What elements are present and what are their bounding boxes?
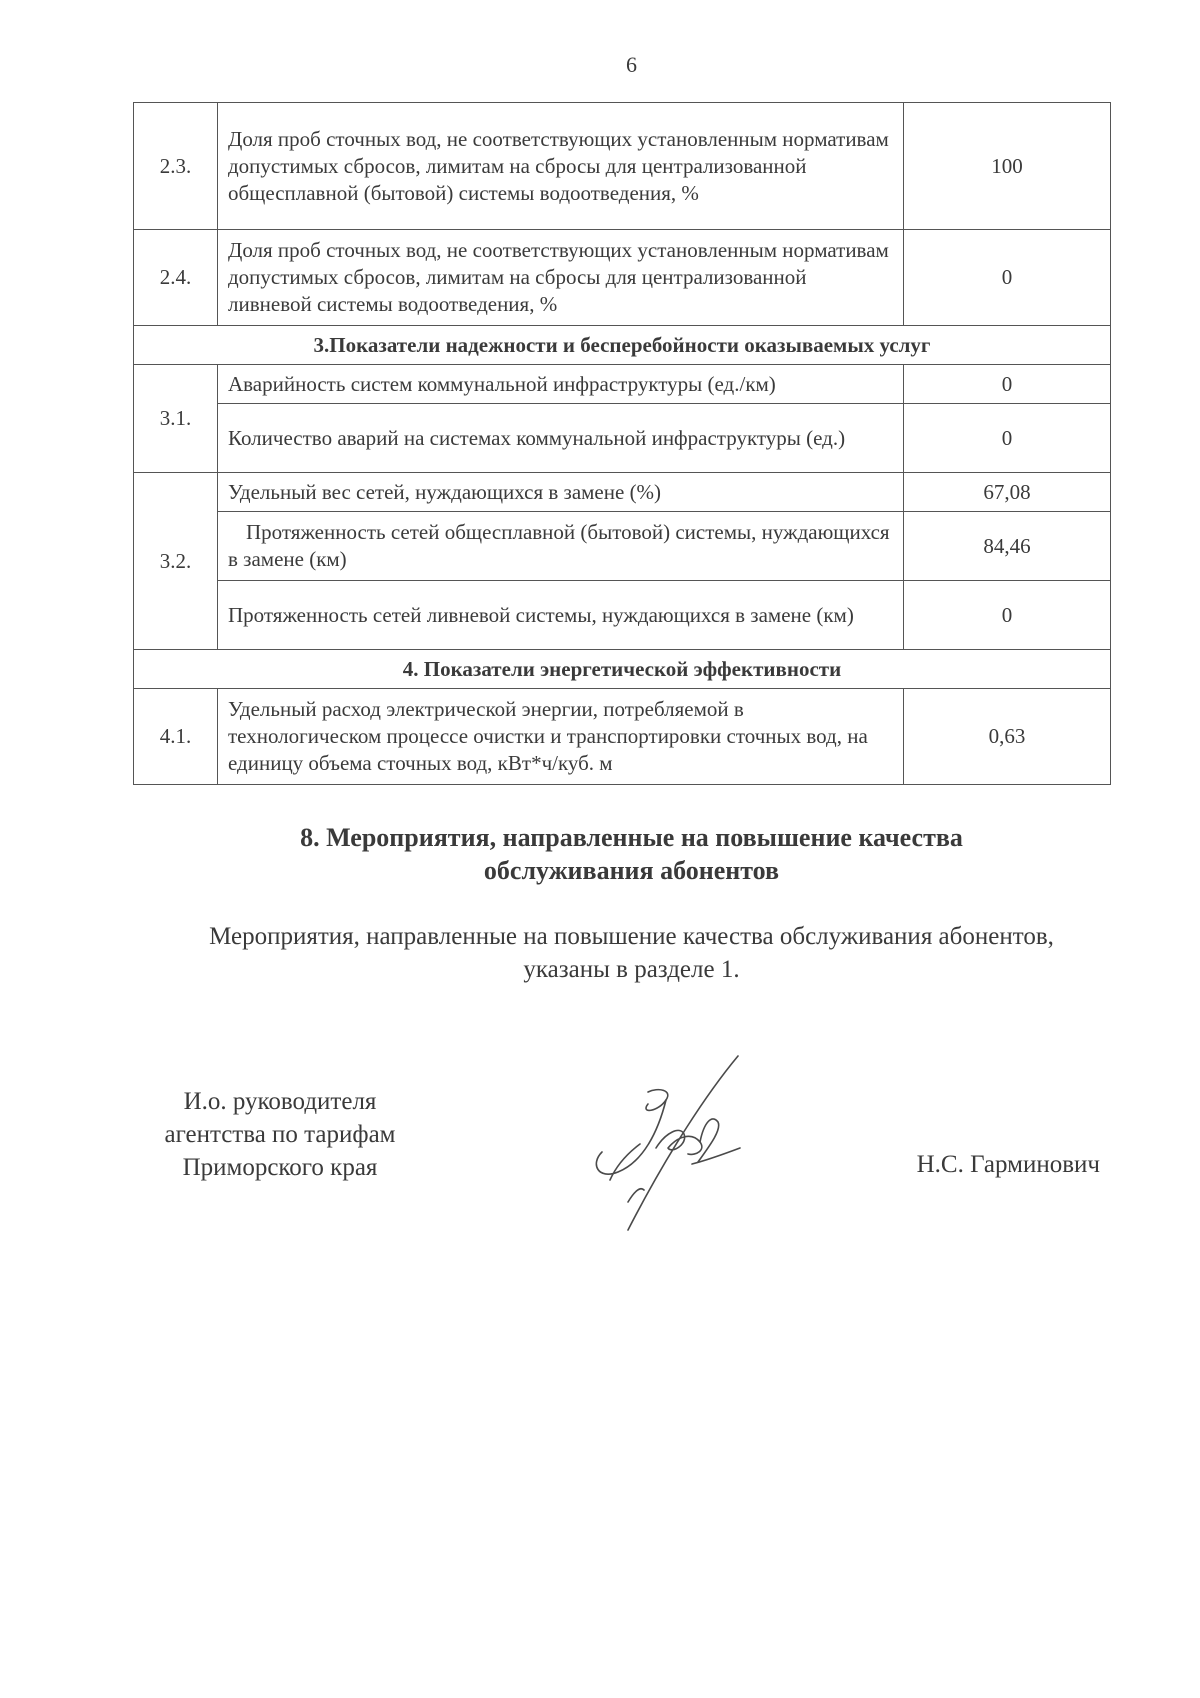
signer-title-line: И.о. руководителя — [183, 1088, 377, 1115]
section-8-title-line: обслуживания абонентов — [483, 856, 780, 885]
section-3-header: 3.Показатели надежности и бесперебойности оказываемых услуг — [134, 326, 1111, 365]
table-row — [134, 230, 1111, 326]
indicators-table — [133, 102, 1111, 785]
row-number: 2.3. — [134, 103, 218, 230]
row-description: Протяженность сетей общесплавной (бытовой) системы, нуждающихся в замене (км) — [218, 512, 904, 581]
row-description: Удельный расход электрической энергии, потребляемой в технологическом процессе очистки и транспортировки сточных вод, на единицу объема сточных вод, кВт*ч/куб. м — [218, 689, 904, 785]
section-8-text-line: Мероприятия, направленные на повышение качества обслуживания абонентов, — [209, 923, 1054, 950]
row-value: 67,08 — [904, 473, 1111, 512]
row-value: 0 — [904, 581, 1111, 650]
table-row — [134, 365, 1111, 404]
row-value: 0 — [904, 230, 1111, 326]
table-row — [134, 581, 1111, 650]
section-8-title — [0, 821, 1200, 887]
table-row — [134, 689, 1111, 785]
section-8-title-line: 8. Мероприятия, направленные на повышение качества — [300, 823, 963, 852]
section-header-row — [134, 326, 1111, 365]
page-number: 6 — [626, 52, 637, 77]
row-number: 3.1. — [134, 365, 218, 473]
row-value: 100 — [904, 103, 1111, 230]
row-number: 2.4. — [134, 230, 218, 326]
row-value: 0 — [904, 365, 1111, 404]
section-header-row — [134, 650, 1111, 689]
row-description: Количество аварий на системах коммунальной инфраструктуры (ед.) — [218, 404, 904, 473]
row-description: Доля проб сточных вод, не соответствующих установленным нормативам допустимых сбросов, лимитам на сбросы для централизованной общесплавной (бытовой) системы водоотведения, % — [218, 103, 904, 230]
table-row — [134, 103, 1111, 230]
row-number: 4.1. — [134, 689, 218, 785]
table-row — [134, 404, 1111, 473]
table-row — [134, 473, 1111, 512]
table-row — [134, 512, 1111, 581]
row-description: Доля проб сточных вод, не соответствующих установленным нормативам допустимых сбросов, лимитам на сбросы для централизованной ливневой системы водоотведения, % — [218, 230, 904, 326]
signer-title-line: Приморского края — [182, 1154, 378, 1181]
section-8-text — [0, 920, 1200, 986]
handwritten-signature — [588, 1052, 788, 1232]
row-number: 3.2. — [134, 473, 218, 650]
signer-title-line: агентства по тарифам — [164, 1121, 396, 1148]
section-4-header: 4. Показатели энергетической эффективности — [134, 650, 1111, 689]
row-description: Протяженность сетей ливневой системы, нуждающихся в замене (км) — [218, 581, 904, 650]
row-value: 0,63 — [904, 689, 1111, 785]
row-value: 0 — [904, 404, 1111, 473]
signer-title — [130, 1085, 430, 1184]
row-description: Удельный вес сетей, нуждающихся в замене (%) — [218, 473, 904, 512]
row-value: 84,46 — [904, 512, 1111, 581]
section-8-text-line: указаны в разделе 1. — [523, 956, 740, 983]
signer-name: Н.С. Гарминович — [916, 1151, 1100, 1178]
row-description: Аварийность систем коммунальной инфраструктуры (ед./км) — [218, 365, 904, 404]
